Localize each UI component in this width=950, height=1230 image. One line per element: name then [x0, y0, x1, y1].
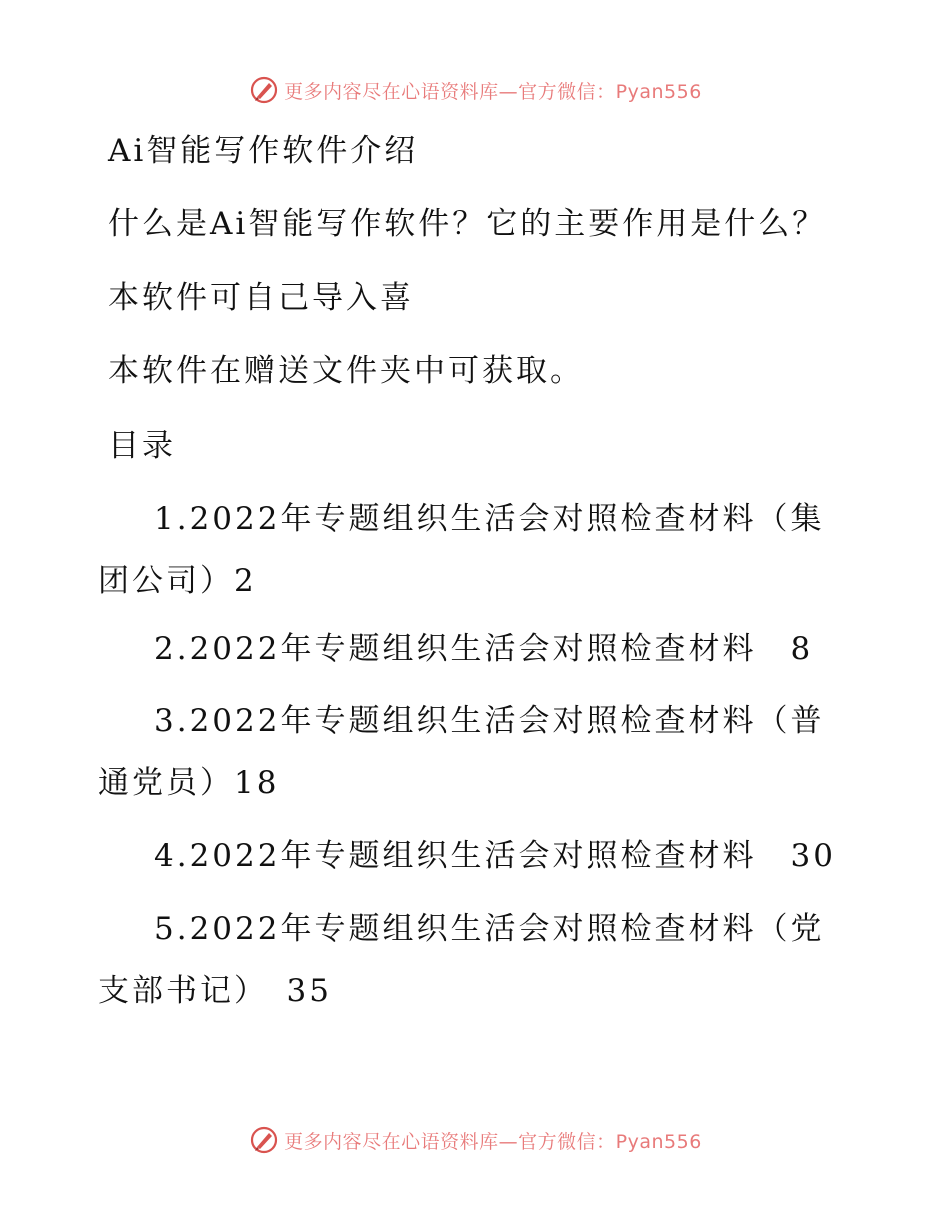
toc-item[interactable]: 5.2022年专题组织生活会对照检查材料（党支部书记） 35: [98, 911, 825, 1009]
import-note: 本软件可自己导入喜: [108, 280, 414, 316]
footer-watermark: [0, 1120, 950, 1160]
toc-item[interactable]: 2.2022年专题组织生活会对照检查材料 8: [154, 631, 814, 667]
toc-item[interactable]: 1.2022年专题组织生活会对照检查材料（集团公司）2: [98, 501, 825, 599]
quill-pen-logo-icon: [248, 74, 280, 106]
watermark-text: 更多内容尽在心语资料库—官方微信：Pyan556: [284, 80, 702, 103]
watermark-text: 更多内容尽在心语资料库—官方微信：Pyan556: [284, 1130, 702, 1153]
toc-item[interactable]: 3.2022年专题组织生活会对照检查材料（普通党员）18: [98, 703, 825, 801]
header-watermark: [0, 70, 950, 110]
toc-item[interactable]: 4.2022年专题组织生活会对照检查材料 30: [154, 838, 836, 874]
toc-heading: 目录: [108, 428, 176, 464]
question-line: 什么是Ai智能写作软件？它的主要作用是什么？: [108, 206, 827, 242]
gift-note: 本软件在赠送文件夹中可获取。: [108, 353, 584, 389]
quill-pen-logo-icon: [248, 1124, 280, 1156]
document-title: Ai智能写作软件介绍: [108, 133, 419, 169]
